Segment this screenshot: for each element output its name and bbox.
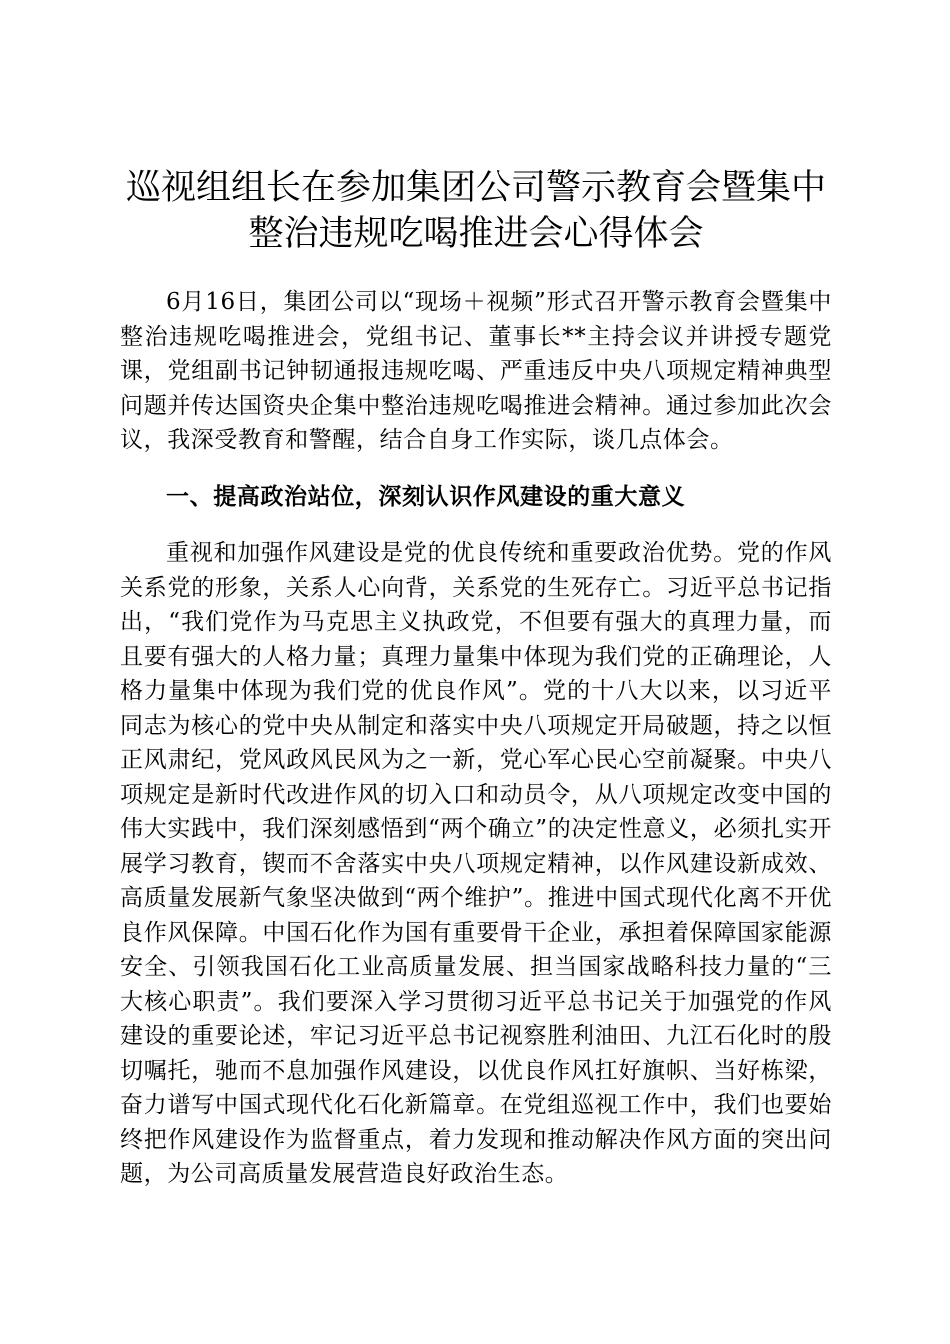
document-content (120, 165, 832, 1192)
document-title (120, 165, 832, 257)
title-line-2: 整治违规吃喝推进会心得体会 (248, 214, 704, 254)
intro-paragraph: 6月16日，集团公司以“现场＋视频”形式召开警示教育会暨集中整治违规吃喝推进会，党组书记、董事长**主持会议并讲授专题党课，党组副书记钟韧通报违规吃喝、严重违反中央八项规定精神典型问题并传达国资央企集中整治违规吃喝推进会精神。通过参加此次会议，我深受教育和警醒，结合自身工作实际，谈几点体会。 (120, 289, 832, 453)
title-line-1: 巡视组组长在参加集团公司警示教育会暨集中 (125, 168, 826, 208)
section-1-heading: 一、提高政治站位，深刻认识作风建设的重大意义 (166, 483, 686, 510)
section-1-paragraph: 重视和加强作风建设是党的优良传统和重要政治优势。党的作风关系党的形象，关系人心向背，关系党的生死存亡。习近平总书记指出，“我们党作为马克思主义执政党，不但要有强大的真理力量，而且要有强大的人格力量；真理力量集中体现为我们党的正确理论，人格力量集中体现为我们党的优良作风”。党的十八大以来，以习近平同志为核心的党中央从制定和落实中央八项规定开局破题，持之以恒正风肃纪，党风政风民风为之一新，党心军心民心空前凝聚。中央八项规定是新时代改进作风的切入口和动员令，从八项规定改变中国的伟大实践中，我们深刻感悟到“两个确立”的决定性意义，必须扎实开展学习教育，锲而不舍落实中央八项规定精神，以作风建设新成效、高质量发展新气象坚决做到“两个维护”。推进中国式现代化离不开优良作风保障。中国石化作为国有重要骨干企业，承担着保障国家能源安全、引领我国石化工业高质量发展、担当国家战略科技力量的“三大核心职责”。我们要深入学习贯彻习近平总书记关于加强党的作风建设的重要论述，牢记习近平总书记视察胜利油田、九江石化时的殷切嘱托，驰而不息加强作风建设，以优良作风扛好旗帜、当好栋梁，奋力谱写中国式现代化石化新篇章。在党组巡视工作中，我们也要始终把作风建设作为监督重点，着力发现和推动解决作风方面的突出问题，为公司高质量发展营造良好政治生态。 (120, 540, 832, 1187)
